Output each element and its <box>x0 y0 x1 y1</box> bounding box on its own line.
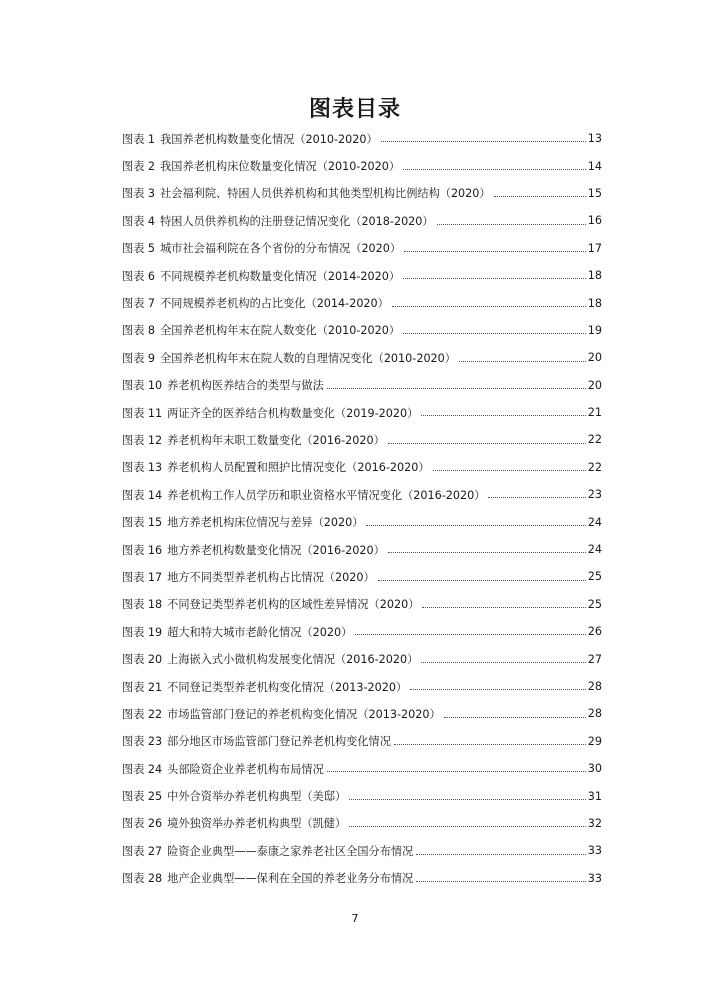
toc-row[interactable] <box>122 481 602 508</box>
dot-leader <box>378 579 586 581</box>
dot-leader <box>366 524 585 526</box>
dot-leader <box>416 853 585 855</box>
dot-leader <box>444 716 586 718</box>
toc-figure-title: 地方不同类型养老机构占比情况（2020） <box>167 570 375 584</box>
toc-figure-title: 不同登记类型养老机构变化情况（2013-2020） <box>167 680 408 694</box>
toc-figure-label: 图表 5 <box>122 242 156 256</box>
toc-figure-title: 险资企业典型——泰康之家养老社区全国分布情况 <box>167 844 414 858</box>
toc-page-number: 13 <box>587 132 602 146</box>
dot-leader <box>388 442 586 444</box>
toc-page-number: 19 <box>587 323 602 337</box>
toc-page-number: 32 <box>587 816 602 830</box>
toc-row[interactable] <box>122 262 602 289</box>
toc-figure-title: 头部险资企业养老机构布局情况 <box>167 762 324 776</box>
dot-leader <box>422 606 585 608</box>
dot-leader <box>403 168 586 170</box>
toc-figure-label: 图表 8 <box>122 324 156 338</box>
toc-figure-label: 图表 20 <box>122 653 163 667</box>
toc-figure-label: 图表 25 <box>122 790 163 804</box>
toc-page-number: 29 <box>587 734 602 748</box>
toc-figure-title: 城市社会福利院在各个省份的分布情况（2020） <box>160 242 402 256</box>
toc-figure-title: 不同登记类型养老机构的区域性差异情况（2020） <box>167 598 420 612</box>
toc-page-number: 25 <box>587 570 602 584</box>
toc-page-number: 33 <box>587 871 602 885</box>
toc-figure-title: 全国养老机构年末在院人数变化（2010-2020） <box>160 324 401 338</box>
toc-page-number: 21 <box>587 406 602 420</box>
dot-leader <box>388 551 586 553</box>
toc-figure-label: 图表 17 <box>122 570 163 584</box>
toc-page-number: 24 <box>587 543 602 557</box>
toc-figure-label: 图表 18 <box>122 598 163 612</box>
page-number: 7 <box>351 912 359 925</box>
toc-figure-label: 图表 3 <box>122 187 156 201</box>
toc-figure-title: 境外独资举办养老机构典型（凯健） <box>167 817 347 831</box>
toc-figure-title: 养老机构医养结合的类型与做法 <box>167 379 324 393</box>
toc-figure-label: 图表 27 <box>122 844 163 858</box>
dot-leader <box>494 195 586 197</box>
toc-row[interactable] <box>122 152 602 179</box>
dot-leader <box>394 743 586 745</box>
toc-page-number: 27 <box>587 652 602 666</box>
toc-figure-label: 图表 1 <box>122 132 156 146</box>
toc-page-number: 18 <box>587 296 602 310</box>
dot-leader <box>459 360 586 362</box>
toc-figure-title: 我国养老机构床位数量变化情况（2010-2020） <box>160 160 401 174</box>
toc-page-number: 25 <box>587 597 602 611</box>
toc-figure-label: 图表 28 <box>122 872 163 886</box>
toc-row[interactable] <box>122 865 602 892</box>
toc-figure-label: 图表 16 <box>122 543 163 557</box>
toc-figure-title: 两证齐全的医养结合机构数量变化（2019-2020） <box>167 406 419 420</box>
dot-leader <box>381 140 586 142</box>
toc-figure-label: 图表 7 <box>122 297 156 311</box>
toc-page-number: 18 <box>587 269 602 283</box>
toc-figure-title: 养老机构工作人员学历和职业资格水平情况变化（2016-2020） <box>167 488 486 502</box>
toc-row[interactable] <box>122 837 602 864</box>
dot-leader <box>416 880 585 882</box>
toc-figure-title: 部分地区市场监管部门登记养老机构变化情况 <box>167 735 391 749</box>
toc-figure-label: 图表 14 <box>122 488 163 502</box>
toc-figure-label: 图表 11 <box>122 406 163 420</box>
toc-figure-title: 不同规模养老机构的占比变化（2014-2020） <box>160 297 389 311</box>
dot-leader <box>437 223 586 225</box>
toc-page-number: 17 <box>587 241 602 255</box>
toc-page-number: 22 <box>587 460 602 474</box>
toc-page-number: 31 <box>587 789 602 803</box>
toc-figure-label: 图表 15 <box>122 516 163 530</box>
toc-figure-title: 养老机构人员配置和照护比情况变化（2016-2020） <box>167 461 430 475</box>
toc-row[interactable] <box>122 782 602 809</box>
toc-figure-label: 图表 22 <box>122 707 163 721</box>
toc-row[interactable] <box>122 180 602 207</box>
toc-figure-title: 地产企业典型——保利在全国的养老业务分布情况 <box>167 872 414 886</box>
toc-row[interactable] <box>122 536 602 563</box>
toc-row[interactable] <box>122 728 602 755</box>
toc-figure-label: 图表 24 <box>122 762 163 776</box>
toc-figure-label: 图表 4 <box>122 214 156 228</box>
dot-leader <box>488 496 585 498</box>
toc-page-number: 24 <box>587 515 602 529</box>
toc-page-number: 28 <box>587 707 602 721</box>
toc-row[interactable] <box>122 618 602 645</box>
toc-figure-title: 地方养老机构数量变化情况（2016-2020） <box>167 543 385 557</box>
toc-figure-label: 图表 6 <box>122 269 156 283</box>
toc-page-number: 26 <box>587 625 602 639</box>
toc-page-number: 30 <box>587 762 602 776</box>
dot-leader <box>392 305 586 307</box>
dot-leader <box>349 798 586 800</box>
toc-row[interactable] <box>122 645 602 672</box>
toc-row[interactable] <box>122 454 602 481</box>
dot-leader <box>421 661 585 663</box>
toc-figure-title: 不同规模养老机构数量变化情况（2014-2020） <box>160 269 401 283</box>
toc-figure-label: 图表 26 <box>122 817 163 831</box>
toc-row[interactable] <box>122 372 602 399</box>
toc-figure-title: 全国养老机构年末在院人数的自理情况变化（2010-2020） <box>160 351 456 365</box>
toc-row[interactable] <box>122 207 602 234</box>
toc-row[interactable] <box>122 591 602 618</box>
toc-figure-title: 我国养老机构数量变化情况（2010-2020） <box>160 132 378 146</box>
dot-leader <box>410 688 586 690</box>
toc-row[interactable] <box>122 755 602 782</box>
toc-page-number: 14 <box>587 159 602 173</box>
page-title: 图表目录 <box>308 97 401 122</box>
toc-row[interactable] <box>122 426 602 453</box>
toc-row[interactable] <box>122 289 602 316</box>
toc-figure-label: 图表 10 <box>122 379 163 393</box>
toc-row[interactable] <box>122 125 602 152</box>
dot-leader <box>355 633 585 635</box>
toc-row[interactable] <box>122 563 602 590</box>
dot-leader <box>327 770 586 772</box>
toc-page-number: 33 <box>587 844 602 858</box>
toc-figure-title: 地方养老机构床位情况与差异（2020） <box>167 516 364 530</box>
toc-page-number: 16 <box>587 214 602 228</box>
table-of-figures <box>122 125 602 892</box>
toc-page-number: 23 <box>587 488 602 502</box>
dot-leader <box>403 277 586 279</box>
toc-row[interactable] <box>122 344 602 371</box>
toc-figure-title: 社会福利院、特困人员供养机构和其他类型机构比例结构（2020） <box>160 187 491 201</box>
toc-figure-label: 图表 9 <box>122 351 156 365</box>
toc-page-number: 20 <box>587 378 602 392</box>
dot-leader <box>404 250 586 252</box>
dot-leader <box>421 414 585 416</box>
toc-row[interactable] <box>122 235 602 262</box>
toc-figure-label: 图表 2 <box>122 160 156 174</box>
toc-row[interactable] <box>122 673 602 700</box>
toc-figure-label: 图表 12 <box>122 433 163 447</box>
toc-figure-title: 上海嵌入式小微机构发展变化情况（2016-2020） <box>167 653 419 667</box>
toc-figure-label: 图表 19 <box>122 625 163 639</box>
toc-row[interactable] <box>122 810 602 837</box>
toc-page-number: 20 <box>587 351 602 365</box>
toc-row[interactable] <box>122 508 602 535</box>
toc-figure-title: 特困人员供养机构的注册登记情况变化（2018-2020） <box>160 214 434 228</box>
dot-leader <box>403 332 586 334</box>
toc-row[interactable] <box>122 700 602 727</box>
toc-figure-title: 养老机构年末职工数量变化（2016-2020） <box>167 433 385 447</box>
toc-figure-label: 图表 23 <box>122 735 163 749</box>
toc-page-number: 22 <box>587 433 602 447</box>
toc-page-number: 15 <box>587 186 602 200</box>
toc-figure-title: 超大和特大城市老龄化情况（2020） <box>167 625 353 639</box>
dot-leader <box>327 387 586 389</box>
toc-figure-label: 图表 13 <box>122 461 163 475</box>
dot-leader <box>349 825 586 827</box>
toc-figure-title: 中外合资举办养老机构典型（美邸） <box>167 790 347 804</box>
toc-row[interactable] <box>122 399 602 426</box>
toc-page-number: 28 <box>587 680 602 693</box>
toc-figure-label: 图表 21 <box>122 680 163 694</box>
toc-row[interactable] <box>122 317 602 344</box>
dot-leader <box>433 469 586 471</box>
toc-figure-title: 市场监管部门登记的养老机构变化情况（2013-2020） <box>167 707 441 721</box>
